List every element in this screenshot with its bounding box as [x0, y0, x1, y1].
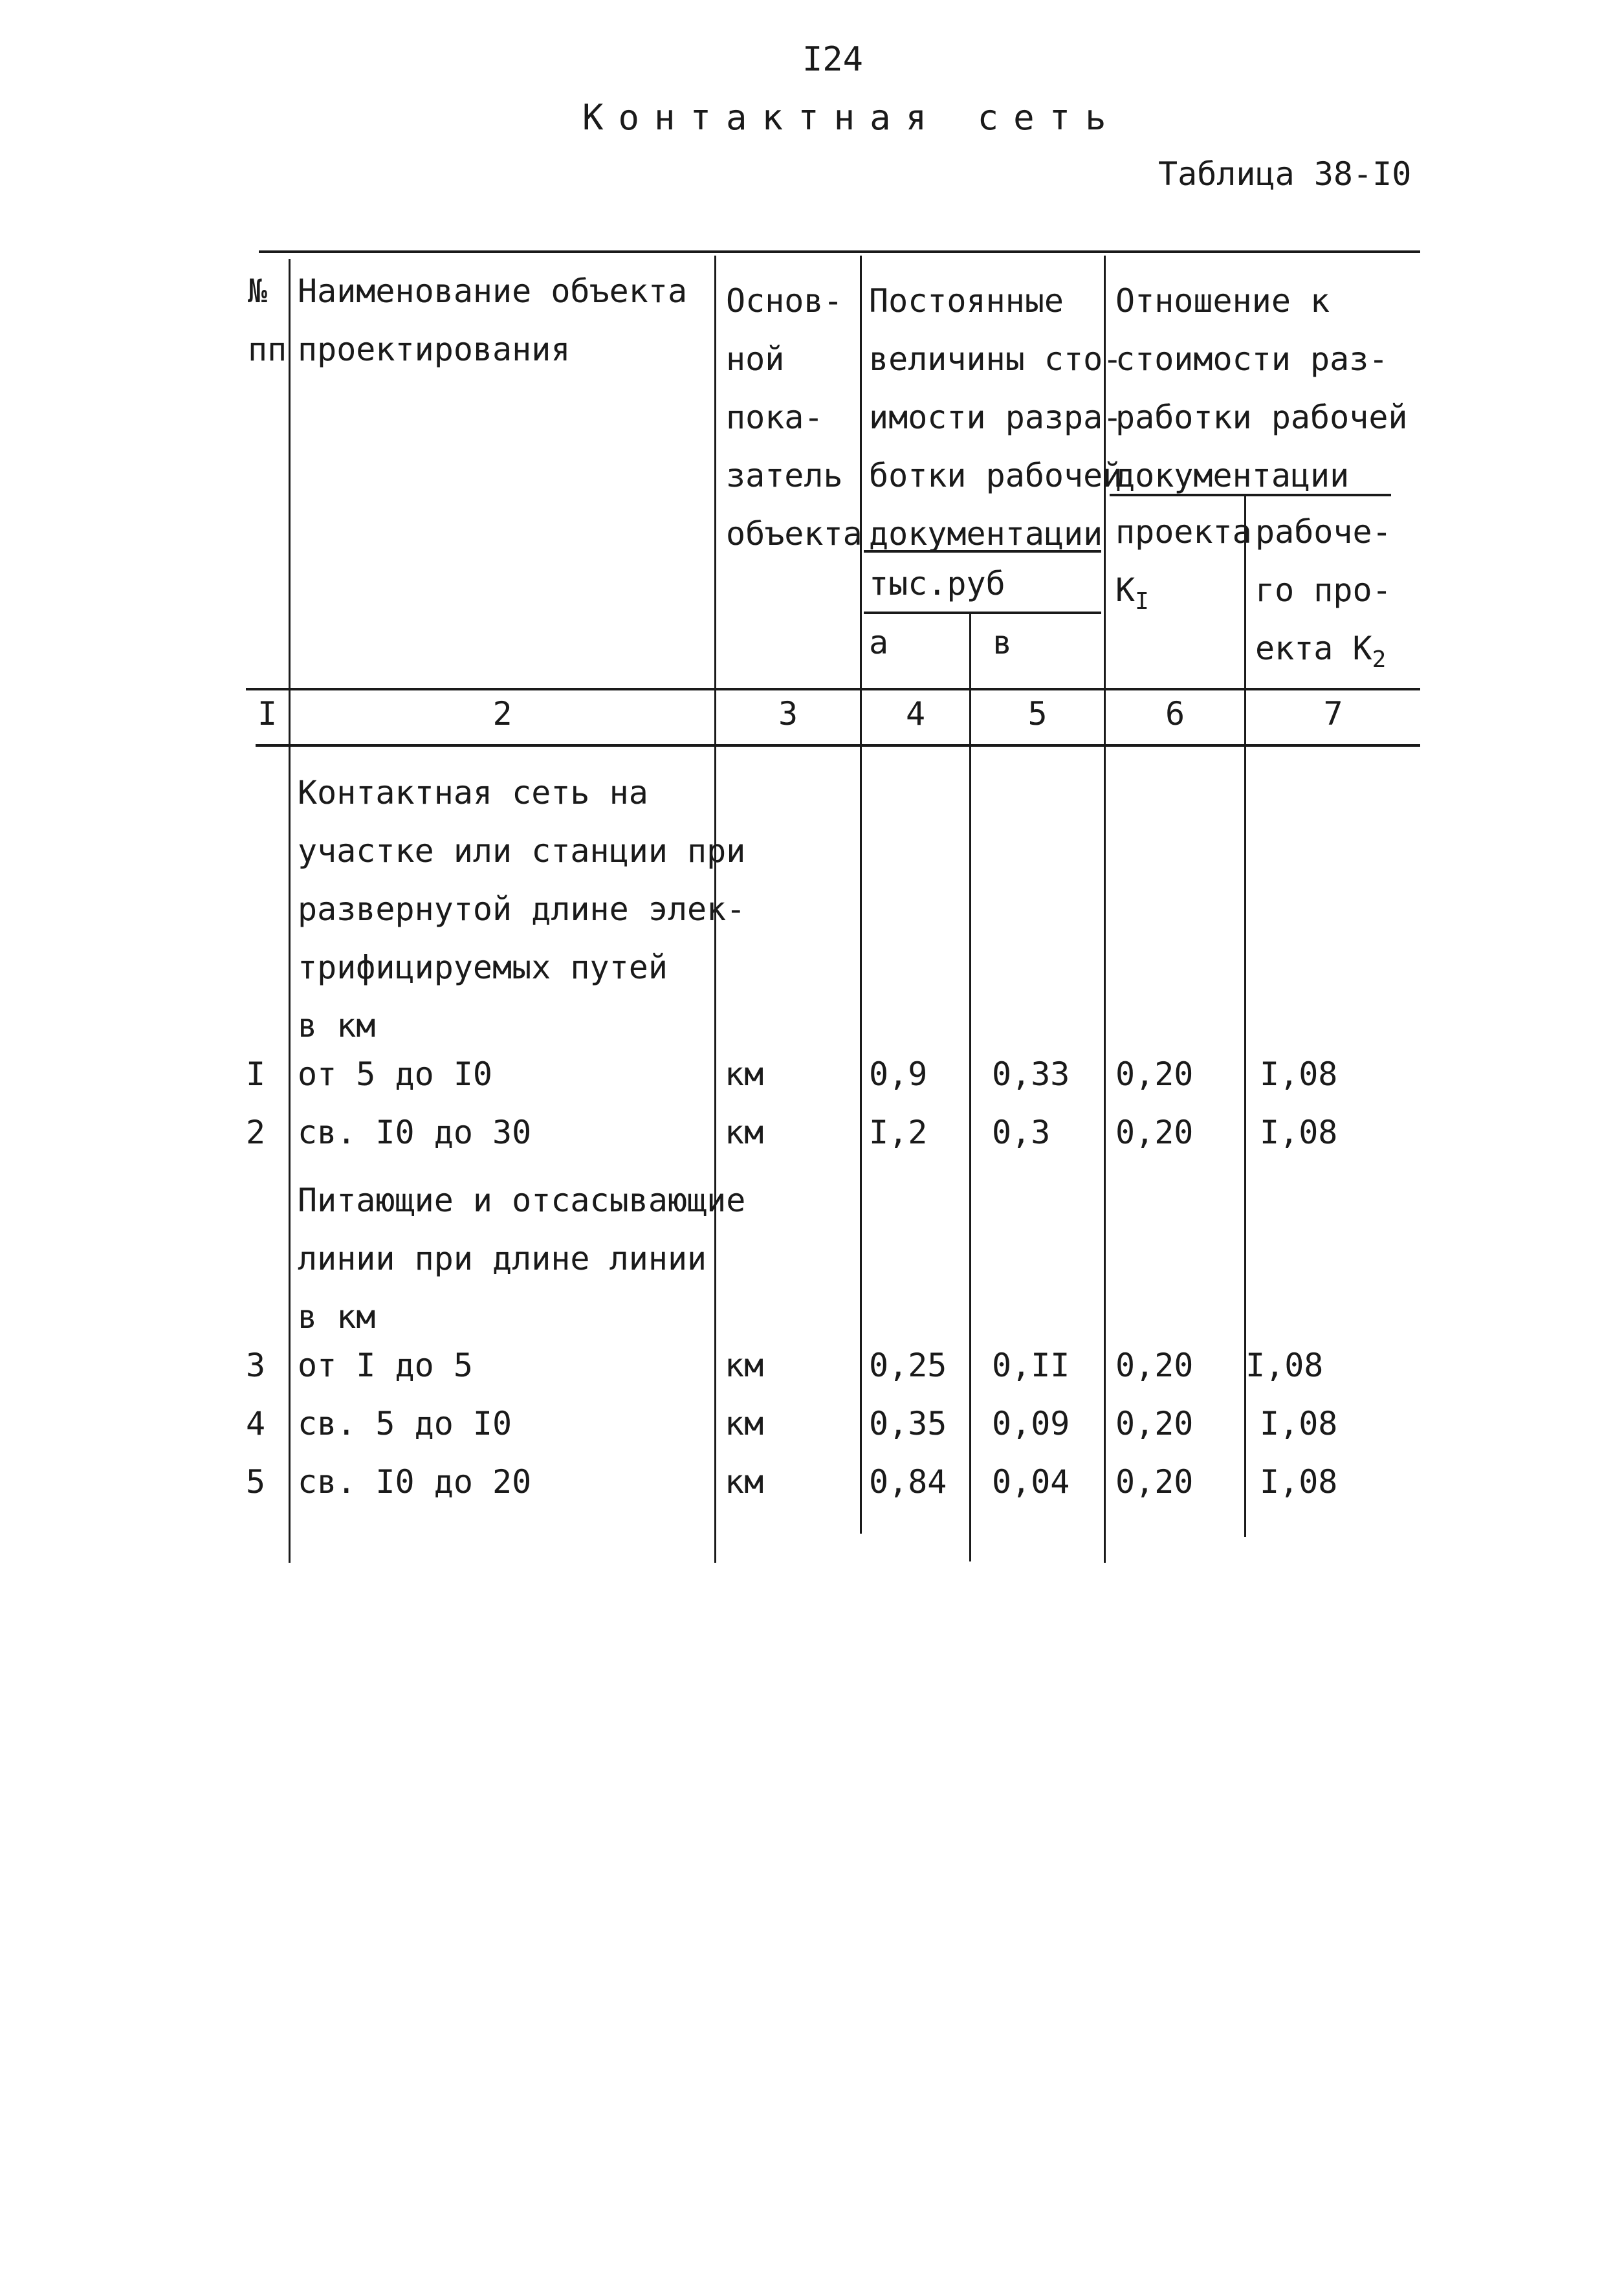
page-number: I24	[802, 40, 863, 79]
header-cost-b: в	[993, 624, 1013, 661]
header-indicator-col: Основ- ной пока- затель объекта	[726, 282, 862, 553]
header-costs-unit: тыс.руб	[869, 565, 1005, 602]
header-k1-col: проекта $К_I$	[1115, 513, 1252, 615]
column-number-6: 6	[1165, 695, 1185, 733]
header-cost-a: а	[869, 624, 889, 661]
header-ratio-col: Отношение к стоимости раз- работки рабочей документации	[1115, 282, 1408, 494]
header-costs-col: Постоянные величины сто- имости разра- ботки рабочей документации	[869, 282, 1123, 553]
table-label: Таблица 38-I0	[1158, 155, 1412, 193]
column-number-2: 2	[492, 695, 512, 733]
column-number-3: 3	[778, 695, 798, 733]
column-number-1: I	[257, 695, 278, 733]
header-name-col: Наименование объекта проектирования	[298, 272, 688, 368]
section-heading-contact-network: Контактная сеть на участке или станции при развернутой длине элек- трифицируемых путей в км	[298, 774, 746, 1044]
header-number-col: № пп	[248, 272, 287, 368]
column-rule-1	[289, 259, 291, 1563]
column-number-4: 4	[905, 695, 926, 733]
column-rule-4	[969, 613, 971, 1561]
costs-sub-rule	[864, 612, 1101, 614]
column-number-5: 5	[1027, 695, 1048, 733]
document-title: Контактная сеть	[582, 97, 1121, 138]
header-k2-col: рабоче- го про- екта $К_2$	[1255, 513, 1392, 673]
column-number-7: 7	[1323, 695, 1343, 733]
table-top-rule	[259, 250, 1420, 253]
section-heading-feeder-lines: Питающие и отсасывающие линии при длине линии в км	[298, 1182, 746, 1336]
